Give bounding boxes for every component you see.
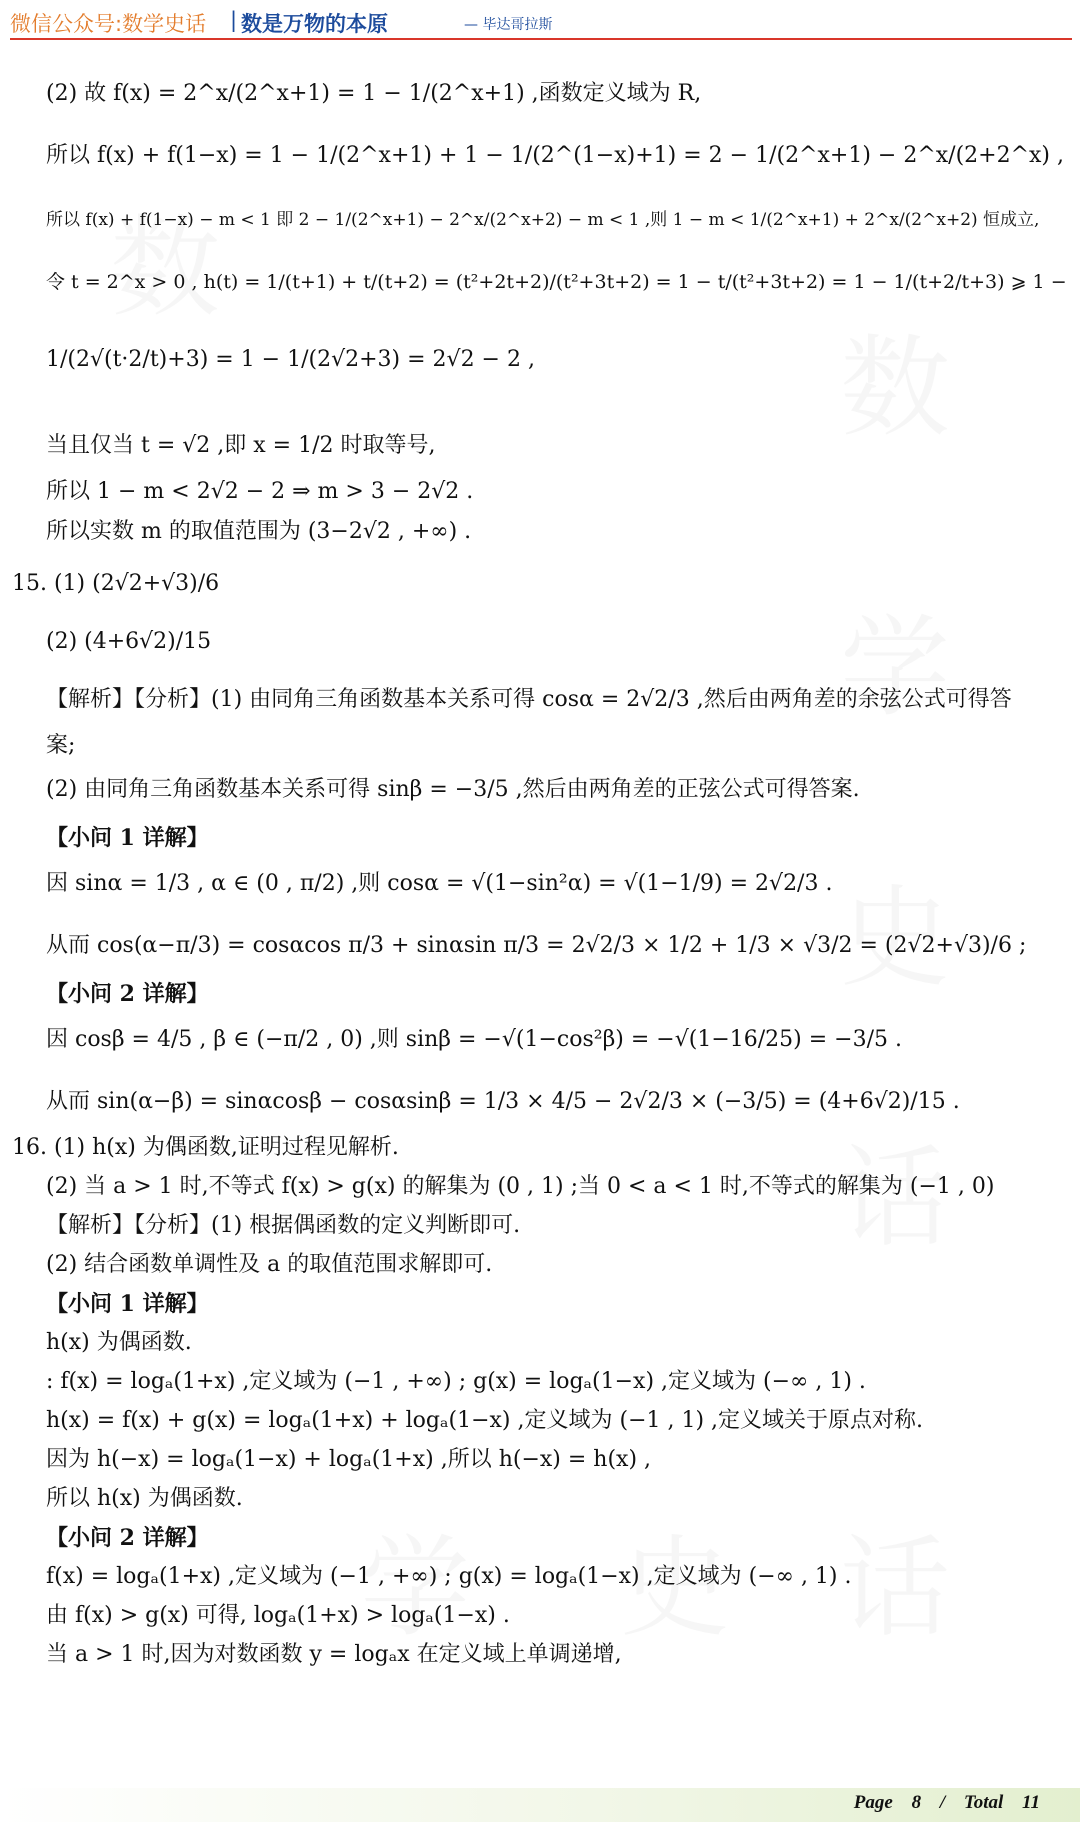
text-line: 所以 h(x) 为偶函数. (46, 1486, 243, 1511)
watermark-char (840, 850, 950, 1008)
header-author: — 毕达哥拉斯 (464, 17, 553, 33)
text-line: h(x) = f(x) + g(x) = logₐ(1+x) + logₐ(1−x) ,定义域为 (−1 , 1) ,定义域关于原点对称. (46, 1408, 924, 1433)
header-separator: | (230, 8, 238, 32)
total-label: Total (963, 1792, 1004, 1813)
page-label: Page (853, 1792, 893, 1813)
text-line: h(x) 为偶函数. (46, 1330, 192, 1355)
text-line: (2) (4+6√2)/15 (46, 629, 212, 654)
section-heading: 【小问 2 详解】 (46, 981, 209, 1007)
header-source: 微信公众号:数学史话 (10, 12, 207, 36)
text-line: 当且仅当 t = √2 ,即 x = 1/2 时取等号, (46, 433, 436, 458)
watermark-char (840, 580, 950, 738)
text-line: 从而 cos(α−π/3) = cosαcos π/3 + sinαsin π/3 = 2√2/3 × 1/2 + 1/3 × √3/2 = (2√2+√3)/6 ; (46, 933, 1027, 958)
page-header (0, 0, 1080, 44)
question-number: 16. (1) h(x) 为偶函数,证明过程见解析. (12, 1135, 399, 1160)
section-heading: 【小问 2 详解】 (46, 1525, 209, 1551)
text-line: (2) 由同角三角函数基本关系可得 sinβ = −3/5 ,然后由两角差的正弦公式可得答案. (46, 777, 860, 802)
text-line: 所以 1 − m < 2√2 − 2 ⇒ m > 3 − 2√2 . (46, 479, 474, 504)
text-line: 令 t = 2^x > 0 , h(t) = 1/(t+1) + t/(t+2) = (t²+2t+2)/(t²+3t+2) = 1 − t/(t²+3t+2) = 1 − 1/(t+2/t+3) ⩾ 1 − (46, 271, 1067, 293)
analysis-line: 【解析】【分析】(1) 由同角三角函数基本关系可得 cosα = 2√2/3 ,然后由两角差的余弦公式可得答 (46, 687, 1012, 712)
text-line: 由 f(x) > g(x) 可得, logₐ(1+x) > logₐ(1−x) . (46, 1603, 510, 1628)
question-number: 15. (1) (2√2+√3)/6 (12, 571, 220, 596)
section-heading: 【小问 1 详解】 (46, 825, 209, 851)
text-line: 因 cosβ = 4/5 , β ∈ (−π/2 , 0) ,则 sinβ = −√(1−cos²β) = −√(1−16/25) = −3/5 . (46, 1027, 902, 1052)
page-slash: / (939, 1792, 946, 1813)
text-line: 案; (46, 733, 76, 758)
section-heading: 【小问 1 详解】 (46, 1291, 209, 1317)
page-footer (840, 1792, 1040, 1814)
watermark-char (840, 1500, 950, 1658)
text-line: (2) 结合函数单调性及 a 的取值范围求解即可. (46, 1252, 493, 1277)
text-line: 1/(2√(t·2/t)+3) = 1 − 1/(2√2+3) = 2√2 − 2 , (46, 347, 535, 372)
text-line: : f(x) = logₐ(1+x) ,定义域为 (−1 , +∞) ; g(x) = logₐ(1−x) ,定义域为 (−∞ , 1) . (46, 1369, 866, 1394)
watermark-char (840, 300, 950, 458)
header-motto: 数是万物的本原 (241, 12, 388, 36)
text-line: (2) 故 f(x) = 2^x/(2^x+1) = 1 − 1/(2^x+1) ,函数定义域为 R, (46, 81, 702, 106)
total-number: 11 (1022, 1792, 1040, 1813)
text-line: 当 a > 1 时,因为对数函数 y = logₐx 在定义域上单调递增, (46, 1642, 622, 1667)
text-line: 因 sinα = 1/3 , α ∈ (0 , π/2) ,则 cosα = √(1−sin²α) = √(1−1/9) = 2√2/3 . (46, 871, 833, 896)
text-line: 从而 sin(α−β) = sinαcosβ − cosαsinβ = 1/3 × 4/5 − 2√2/3 × (−3/5) = (4+6√2)/15 . (46, 1089, 960, 1114)
watermark-char (110, 180, 220, 338)
text-line: 所以 f(x) + f(1−x) = 1 − 1/(2^x+1) + 1 − 1/(2^(1−x)+1) = 2 − 1/(2^x+1) − 2^x/(2+2^x) , (46, 143, 1065, 168)
text-line: (2) 当 a > 1 时,不等式 f(x) > g(x) 的解集为 (0 , 1) ;当 0 < a < 1 时,不等式的解集为 (−1 , 0) (46, 1174, 995, 1199)
analysis-line: 【解析】【分析】(1) 根据偶函数的定义判断即可. (46, 1213, 521, 1238)
text-line: 所以实数 m 的取值范围为 (3−2√2 , +∞) . (46, 519, 472, 544)
text-line: 所以 f(x) + f(1−x) − m < 1 即 2 − 1/(2^x+1) − 2^x/(2^x+2) − m < 1 ,则 1 − m < 1/(2^x+1) + 2^x/(2^x+2) 恒成立, (46, 210, 1040, 230)
text-line: f(x) = logₐ(1+x) ,定义域为 (−1 , +∞) ; g(x) = logₐ(1−x) ,定义域为 (−∞ , 1) . (46, 1564, 852, 1589)
text-line: 因为 h(−x) = logₐ(1−x) + logₐ(1+x) ,所以 h(−x) = h(x) , (46, 1447, 652, 1472)
page-number: 8 (911, 1792, 922, 1813)
header-rule (10, 38, 1072, 40)
